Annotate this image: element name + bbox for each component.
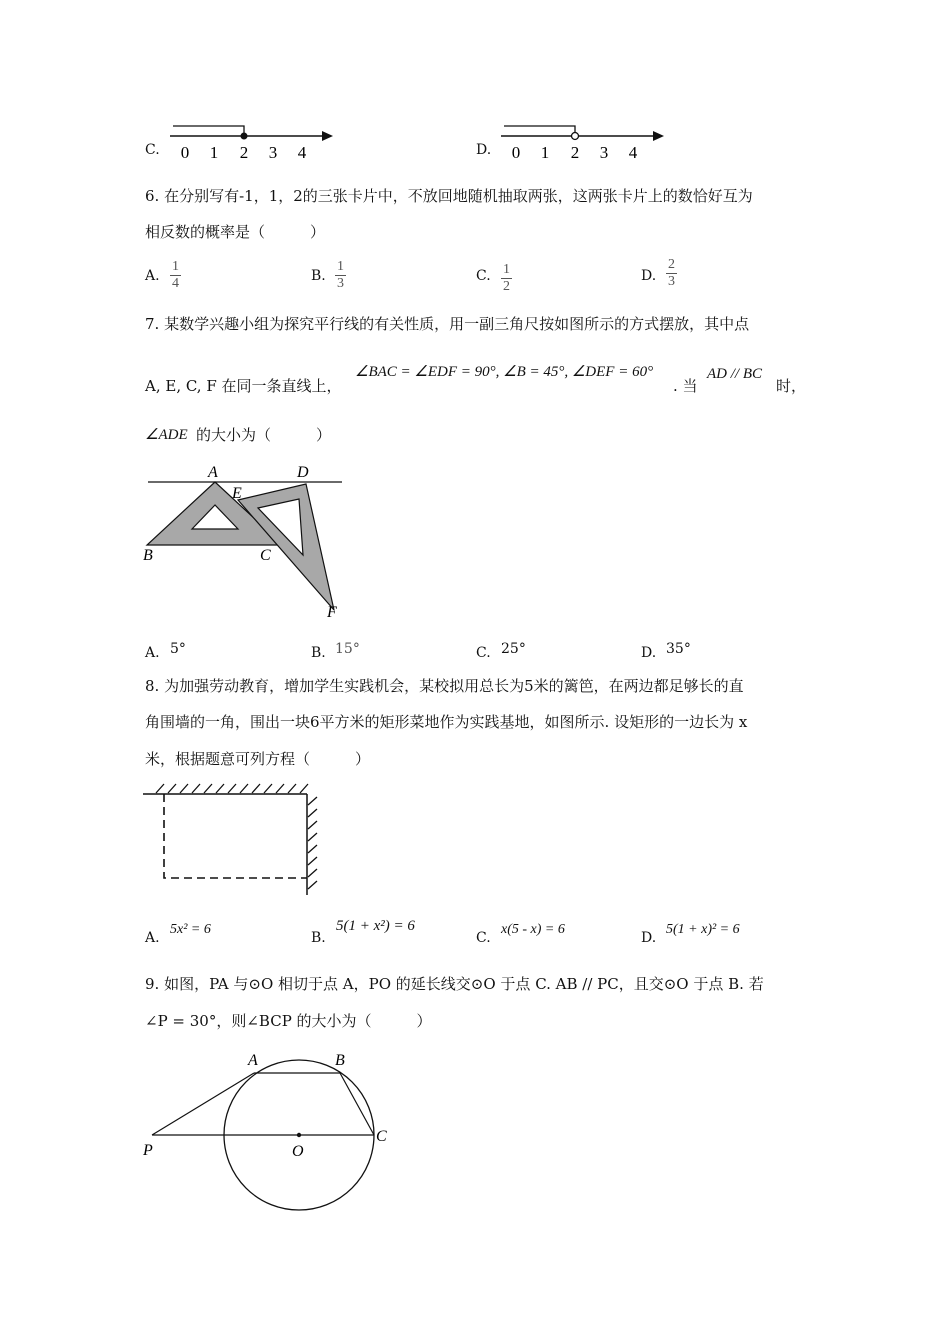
q7-option-a-value: 5° [170,641,186,657]
q6-option-d-fraction [666,257,677,290]
q6-option-a-letter: A. [145,268,160,284]
q6-option-c-fraction [501,262,512,295]
q8-option-c-letter: C. [476,930,491,946]
tick-label: 2 [239,143,249,162]
label-o: O [292,1143,304,1160]
q6-option-c-letter: C. [476,268,491,284]
numerator: 1 [337,259,344,274]
q8-option-b-value: 5(1 + x²) = 6 [336,918,415,934]
label-b: B [335,1052,345,1069]
wall-hatching-right [308,797,317,889]
tick-label: 1 [209,143,219,162]
q7-option-b-value: 15° [335,641,360,657]
q6-option-b-letter: B. [311,268,326,284]
numerator: 1 [503,262,510,277]
q8-line-3: 米，根据题意可列方程（ ） [145,750,371,768]
tick-label: 0 [180,143,190,162]
label-e: E [232,485,242,502]
tick-label: 4 [628,143,638,162]
q8-option-d-letter: D. [641,930,657,946]
q5-option-c-letter: C. [145,142,160,158]
q6-option-b-fraction [335,259,346,292]
q6-line-2: 相反数的概率是（ ） [145,223,326,241]
q7-angle-ade: ∠ADE [145,427,188,443]
tangent-pa [152,1073,254,1135]
label-c: C [260,547,271,564]
center-dot [297,1133,301,1137]
label-f: F [327,604,337,621]
label-a: A [248,1052,258,1069]
q5-option-d-letter: D. [476,142,492,158]
tick-label: 4 [297,143,307,162]
q8-fence-figure [140,780,330,900]
q7-option-d-value: 35° [666,641,691,657]
denominator: 3 [337,276,344,291]
q7-line-2-when: . 当 [673,377,698,395]
q7-angle-condition: ∠BAC = ∠EDF = 90°, ∠B = 45°, ∠DEF = 60° [355,364,654,380]
q8-option-a-value: 5x² = 6 [170,922,211,937]
q8-option-a-letter: A. [145,930,160,946]
tick-label: 3 [268,143,278,162]
q6-option-a-fraction [170,259,181,292]
label-a: A [208,464,218,481]
denominator: 3 [668,274,675,289]
q7-option-c-value: 25° [501,641,526,657]
chord-bc [340,1073,374,1135]
triangle-30-60 [238,484,334,610]
q9-circle-figure [140,1045,400,1215]
q7-option-d-letter: D. [641,645,657,661]
q8-line-1: 8. 为加强劳动教育，增加学生实践机会，某校拟用总长为5米的篱笆，在两边都足够长的直 [145,677,744,695]
q7-triangle-rulers-figure [140,460,360,625]
q7-parallel-condition: AD // BC [707,366,762,382]
q8-line-2: 角围墙的一角，围出一块6平方米的矩形菜地作为实践基地，如图所示. 设矩形的一边长为 x [145,713,748,731]
q5-option-d-number-line [496,118,671,163]
q7-option-c-letter: C. [476,645,491,661]
q7-option-b-letter: B. [311,645,326,661]
denominator: 2 [503,279,510,294]
tick-label: 3 [599,143,609,162]
q7-option-a-letter: A. [145,645,160,661]
closed-dot [241,133,248,140]
q5-option-c-number-line [165,118,340,163]
numerator: 1 [172,259,179,274]
q8-option-c-value: x(5 - x) = 6 [501,922,565,937]
q7-line-1: 7. 某数学兴趣小组为探究平行线的有关性质，用一副三角尺按如图所示的方式摆放，其中点 [145,315,750,333]
label-d: D [297,464,309,481]
q7-line-2-points: A, E, C, F 在同一条直线上， [145,377,342,395]
fence-dashed [164,794,307,878]
tick-label: 0 [511,143,521,162]
q9-line-2: ∠P = 30°，则∠BCP 的大小为（ ） [145,1012,432,1030]
open-dot [572,133,579,140]
numerator: 2 [668,257,675,272]
tick-label: 1 [540,143,550,162]
q7-line-2-end: 时， [776,377,807,395]
wall-hatching-top [156,784,308,793]
label-p: P [143,1142,153,1159]
tick-label: 2 [570,143,580,162]
denominator: 4 [172,276,179,291]
q8-option-d-value: 5(1 + x)² = 6 [666,922,740,937]
label-c: C [376,1128,387,1145]
q8-option-b-letter: B. [311,930,326,946]
q7-line-3: 的大小为（ ） [196,426,332,444]
q9-line-1: 9. 如图，PA 与⊙O 相切于点 A，PO 的延长线交⊙O 于点 C. AB // PC，且交⊙O 于点 B. 若 [145,975,764,993]
q6-option-d-letter: D. [641,268,657,284]
label-b: B [143,547,153,564]
q6-line-1: 6. 在分别写有-1，1，2的三张卡片中，不放回地随机抽取两张，这两张卡片上的数恰好互为 [145,187,753,205]
